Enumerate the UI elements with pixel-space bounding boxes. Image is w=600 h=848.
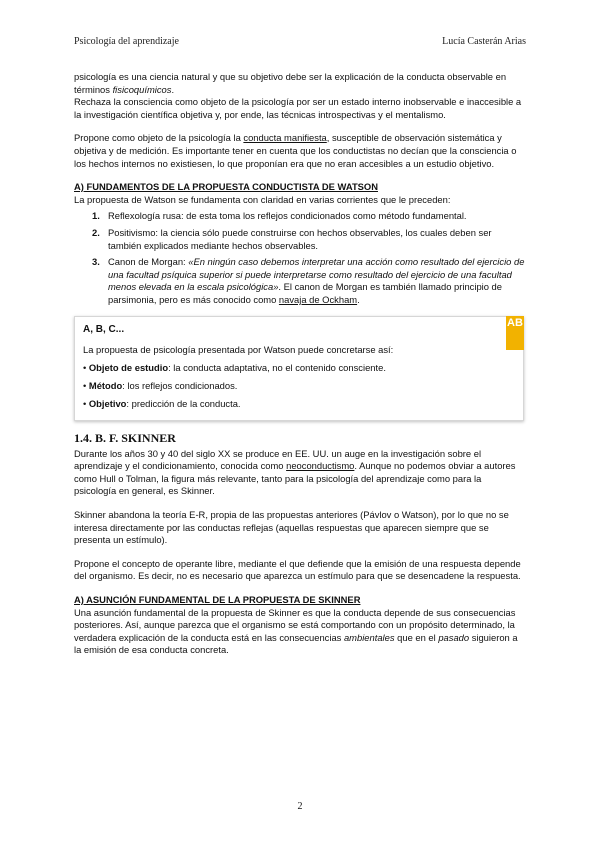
list-text: Positivismo: la ciencia sólo puede construirse con hechos observables, los cuales deben ser también explicados mediante hechos observables.	[108, 226, 492, 251]
list-text: Canon de Morgan:	[108, 256, 189, 268]
list-text: .	[357, 293, 360, 305]
numbered-list	[74, 210, 526, 306]
text-italic: pasado	[438, 631, 470, 643]
section-heading-watson: A) FUNDAMENTOS DE LA PROPUESTA CONDUCTISTA DE WATSON	[74, 181, 378, 193]
list-text: Reflexología rusa: de esta toma los reflejos condicionados como método fundamental.	[108, 210, 467, 222]
text-underlined: conducta manifiesta	[243, 132, 327, 144]
box-label: Objetivo	[88, 398, 127, 410]
list-item	[74, 256, 526, 306]
text: Durante los años 30 y 40 del siglo XX se produce en EE. UU. un auge en la investigación sobre el aprendizaje y el condicionamiento, conocida como	[74, 447, 482, 472]
text: . Aunque no podemos obviar a autores como Hull o Tolman, la figura más relevante, tanto para la psicología del aprendizaje como para la psicología en general, es Skinner.	[74, 460, 516, 497]
quote-italic: «En ningún caso debemos interpretar una acción como resultado del ejercicio de una facultad psíquica superior si puede interpretarse como resultado del ejercicio de una facultad menos elevada en la escala psicológica»	[108, 256, 525, 293]
skinner-paragraph-1	[74, 448, 526, 498]
box-line: • Objetivo: predicción de la conducta.	[83, 398, 241, 410]
summary-box	[74, 316, 524, 422]
box-title: A, B, C...	[83, 323, 125, 335]
text: siguieron a la emisión de esa conducta concreta.	[74, 631, 518, 656]
text-underlined: navaja de Ockham	[278, 293, 358, 305]
box-text: : los reflejos condicionados.	[122, 380, 238, 392]
list-text: . El canon de Morgan es también llamado principio de parsimonia, pero es más conocido como	[108, 281, 502, 305]
text: .	[171, 83, 175, 95]
section-heading-skinner: A) ASUNCIÓN FUNDAMENTAL DE LA PROPUESTA DE SKINNER	[74, 594, 361, 606]
header-left: Psicología del aprendizaje	[74, 36, 179, 47]
section-intro: La propuesta de Watson se fundamenta con claridad en varias corrientes que le preceden:	[74, 193, 451, 205]
list-item	[74, 227, 526, 252]
box-line: • Método: los reflejos condicionados.	[83, 380, 238, 392]
paragraph-1	[74, 71, 526, 96]
text: psicología es una ciencia natural y que su objetivo debe ser la explicación de la conducta observable en términos	[74, 71, 507, 95]
text-italic: fisicoquímicos	[112, 83, 172, 95]
text-underlined: neoconductismo	[286, 460, 355, 472]
skinner-paragraph-2: Skinner abandona la teoría E-R, propia de las propuestas anteriores (Pávlov o Watson), por lo que no se interesa directamente por las conductas reflejas (aquellas respuestas que aparecen siempre que se presenta un estímulo).	[74, 509, 509, 546]
page-content	[74, 71, 526, 657]
list-number: 1.	[92, 210, 100, 222]
text: , susceptible de observación sistemática y objetiva y de medición. Es importante tener en cuenta que los conductistas no decían que la consciencia o los hechos internos no existiesen, lo que proponían era que no eran accesibles a un estudio objetivo.	[74, 132, 517, 169]
ab-tag-icon: AB	[506, 316, 524, 350]
text: Una asunción fundamental de la propuesta de Skinner es que la conducta depende de sus consecuencias posteriores. Así, aunque parezca que el organismo se está comportando con un propósito determinado, la verdadera explicación de la conducta está en las consecuencias	[74, 606, 516, 643]
page-number: 2	[297, 801, 303, 812]
box-intro: La propuesta de psicología presentada por Watson puede concretarse así:	[83, 344, 394, 356]
list-number: 2.	[92, 226, 100, 238]
text: Propone como objeto de la psicología la	[74, 132, 244, 144]
skinner-paragraph-4	[74, 607, 526, 657]
paragraph-2: Rechaza la consciencia como objeto de la psicología por ser un estado interno inobservable e inaccesible a la investigación científica objetiva y, por ende, las técnicas introspectivas y el mentalismo.	[74, 96, 522, 120]
text-italic: ambientales	[343, 631, 395, 643]
list-number: 3.	[92, 256, 100, 268]
paragraph-3	[74, 132, 526, 170]
header-right: Lucía Casterán Arias	[442, 36, 526, 47]
text: que en el	[394, 631, 439, 643]
skinner-paragraph-3: Propone el concepto de operante libre, mediante el que defiende que la emisión de una respuesta depende del organismo. Es decir, no es necesario que aparezca un estímulo para que se desencadene la respuesta.	[74, 557, 521, 582]
box-text: : predicción de la conducta.	[126, 398, 241, 410]
section-title-skinner: 1.4. B. F. SKINNER	[74, 431, 176, 446]
box-line: • Objeto de estudio: la conducta adaptativa, no el contenido consciente.	[83, 362, 386, 374]
list-item	[74, 210, 526, 223]
box-label: Objeto de estudio	[88, 362, 169, 374]
box-label: Método	[88, 380, 123, 392]
box-text: : la conducta adaptativa, no el contenido consciente.	[168, 362, 386, 374]
